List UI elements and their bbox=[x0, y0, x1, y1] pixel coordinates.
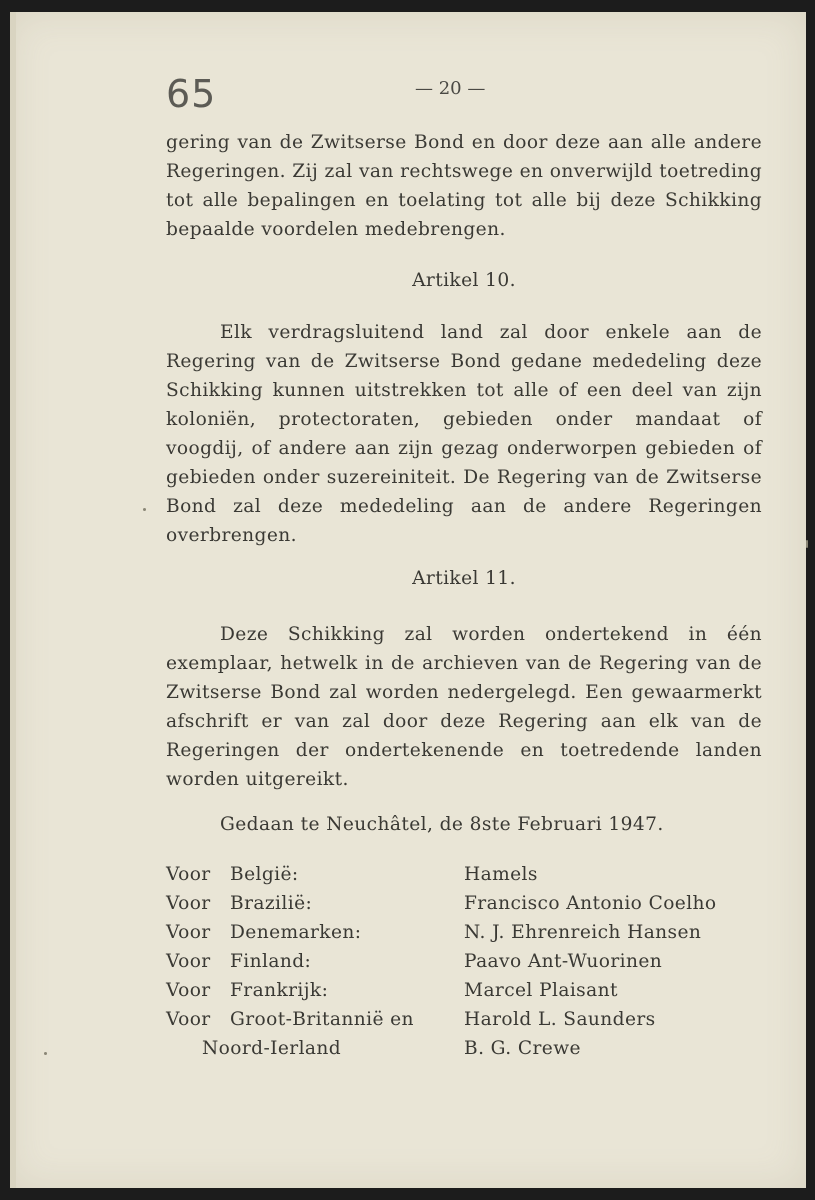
signatory-name: B. G. Crewe bbox=[464, 1038, 581, 1059]
country-line bbox=[166, 860, 456, 889]
voor-label: Voor bbox=[166, 980, 211, 1001]
continuation-paragraph: gering van de Zwitserse Bond en door deze aan alle andere Regeringen. Zij zal van rechtswege en onverwijld toetreding tot alle bepalingen en toelating tot alle bij deze Schikking bepaalde voordelen medebrengen. bbox=[166, 132, 762, 240]
country-line bbox=[166, 947, 456, 976]
folio-number: 65 bbox=[166, 72, 217, 116]
article-11-body bbox=[166, 620, 762, 794]
country-name: Denemarken: bbox=[230, 922, 362, 943]
voor-label: Voor bbox=[166, 922, 211, 943]
place-and-date: Gedaan te Neuchâtel, de 8ste Februari 1947. bbox=[220, 814, 664, 835]
signatory-name: Marcel Plaisant bbox=[464, 980, 618, 1001]
country-line bbox=[166, 889, 456, 918]
paper-speck bbox=[143, 508, 146, 511]
signature-countries bbox=[166, 860, 456, 1063]
article-10-body bbox=[166, 318, 762, 550]
voor-label: Voor bbox=[166, 893, 211, 914]
voor-label: Voor bbox=[166, 864, 211, 885]
country-line bbox=[166, 918, 456, 947]
country-name: Groot-Britannië en bbox=[230, 1009, 414, 1030]
continuation-text bbox=[166, 128, 762, 244]
article-10-paragraph: Elk verdragsluitend land zal door enkele aan de Regering van de Zwitserse Bond gedane mededeling deze Schikking kunnen uitstrekken tot alle of een deel van zijn koloniën, protectoraten, gebieden onder mandaat of voogdij, of andere aan zijn gezag onderworpen gebieden of gebieden onder suzereiniteit. De Regering van de Zwitserse Bond zal deze mededeling aan de andere Regeringen overbrengen. bbox=[166, 322, 762, 546]
signatory-name: Harold L. Saunders bbox=[464, 1009, 656, 1030]
page-edge bbox=[10, 12, 16, 1188]
signatory-name: Francisco Antonio Coelho bbox=[464, 893, 717, 914]
signatory-names bbox=[464, 860, 764, 1063]
page-number: — 20 — bbox=[415, 78, 486, 99]
article-11-heading: Artikel 11. bbox=[412, 568, 516, 589]
country-line bbox=[166, 1005, 456, 1034]
signatory-name: Hamels bbox=[464, 864, 538, 885]
country-name: Finland: bbox=[230, 951, 312, 972]
voor-label: Voor bbox=[166, 951, 211, 972]
country-name: Frankrijk: bbox=[230, 980, 329, 1001]
country-name: Brazilië: bbox=[230, 893, 313, 914]
article-10-heading: Artikel 10. bbox=[412, 270, 516, 291]
country-line bbox=[166, 976, 456, 1005]
country-continuation: Noord-Ierland bbox=[202, 1038, 342, 1059]
article-11-paragraph: Deze Schikking zal worden ondertekend in één exemplaar, hetwelk in de archieven van de Regering van de Zwitserse Bond zal worden nedergelegd. Een gewaarmerkt afschrift er van zal door deze Regering aan elk van de Regeringen der ondertekenende en toetredende landen worden uitgereikt. bbox=[166, 624, 762, 790]
country-name: België: bbox=[230, 864, 299, 885]
paper-speck bbox=[44, 1052, 47, 1055]
voor-label: Voor bbox=[166, 1009, 211, 1030]
signatory-name: N. J. Ehrenreich Hansen bbox=[464, 922, 702, 943]
paper-speck bbox=[806, 540, 808, 548]
signatory-name: Paavo Ant-Wuorinen bbox=[464, 951, 663, 972]
